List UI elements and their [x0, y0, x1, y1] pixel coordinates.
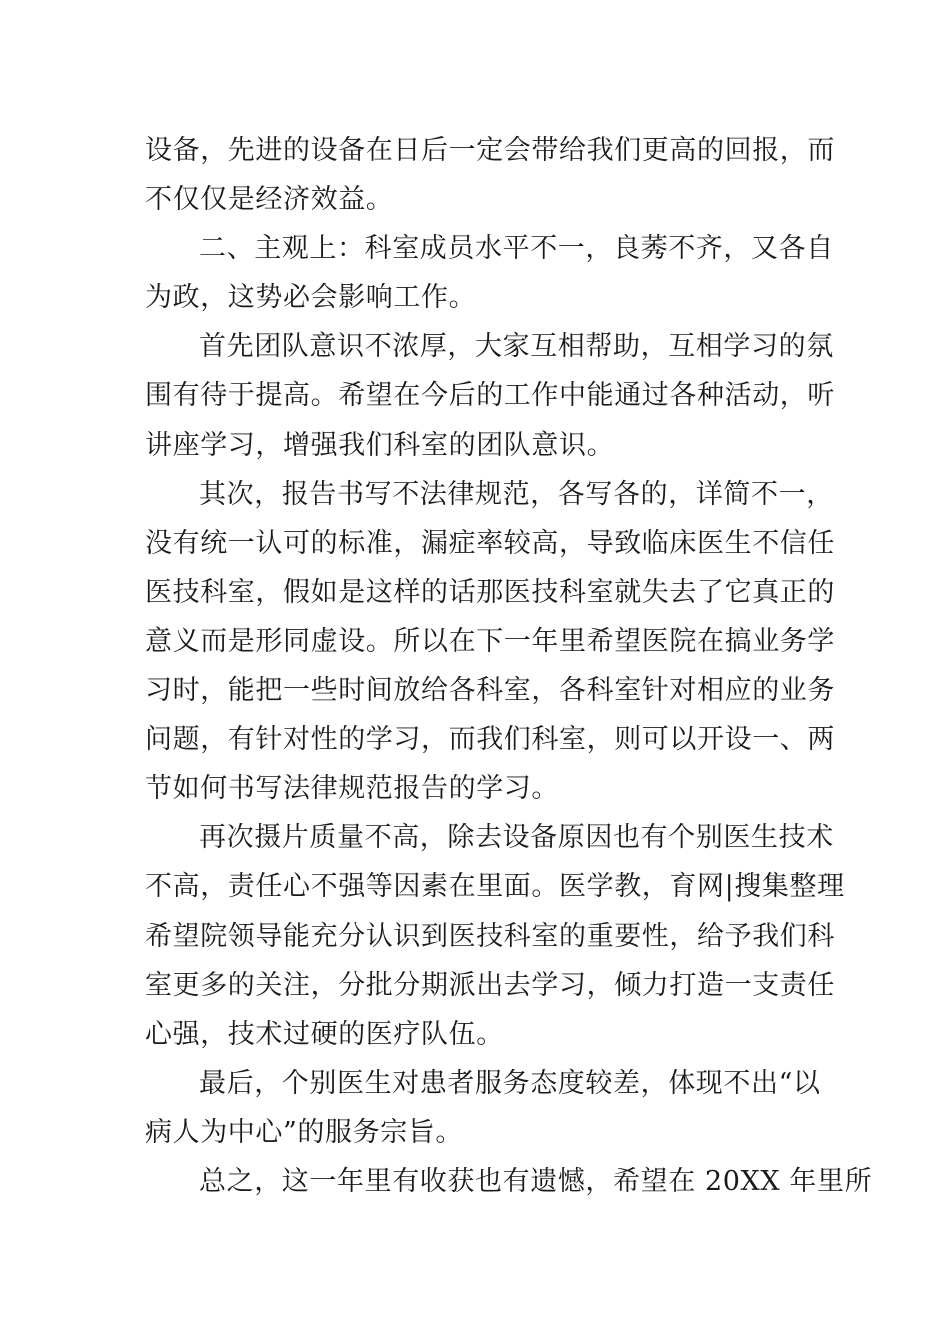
text-line: 没有统一认可的标准，漏症率较高，导致临床医生不信任 — [145, 527, 835, 559]
text-line: 首先团队意识不浓厚，大家互相帮助，互相学习的氛 — [199, 331, 834, 363]
text-line: 围有待于提高。希望在今后的工作中能通过各种活动，听 — [145, 380, 835, 412]
text-line: 不高，责任心不强等因素在里面。医学教，育网|搜集整理 — [145, 871, 845, 903]
text-line: 节如何书写法律规范报告的学习。 — [145, 773, 559, 805]
text-line: 医技科室，假如是这样的话那医技科室就失去了它真正的 — [145, 576, 835, 608]
text-line: 希望院领导能充分认识到医技科室的重要性，给予我们科 — [145, 920, 835, 952]
text-line: 病人为中心”的服务宗旨。 — [145, 1116, 464, 1148]
text-line: 问题，有针对性的学习，而我们科室，则可以开设一、两 — [145, 724, 835, 756]
text-line: 室更多的关注，分批分期派出去学习，倾力打造一支责任 — [145, 969, 835, 1001]
text-line: 不仅仅是经济效益。 — [145, 184, 394, 216]
text-line: 讲座学习，增强我们科室的团队意识。 — [145, 429, 615, 461]
text-line: 二、主观上：科室成员水平不一，良莠不齐，又各自 — [199, 233, 834, 265]
text-line: 心强，技术过硬的医疗队伍。 — [145, 1018, 504, 1050]
text-line: 最后，个别医生对患者服务态度较差，体现不出“以 — [199, 1067, 821, 1099]
text-line: 习时，能把一些时间放给各科室，各科室针对相应的业务 — [145, 675, 835, 707]
text-line: 其次，报告书写不法律规范，各写各的，详简不一， — [199, 478, 834, 510]
document-body — [145, 126, 873, 1206]
text-line: 再次摄片质量不高，除去设备原因也有个别医生技术 — [199, 822, 834, 854]
text-line: 设备，先进的设备在日后一定会带给我们更高的回报，而 — [145, 135, 835, 166]
text-line: 意义而是形同虚设。所以在下一年里希望医院在搞业务学 — [145, 625, 835, 657]
text-line: 为政，这势必会影响工作。 — [145, 282, 477, 314]
text-line: 总之，这一年里有收获也有遗憾，希望在 20XX 年里所 — [199, 1165, 873, 1197]
